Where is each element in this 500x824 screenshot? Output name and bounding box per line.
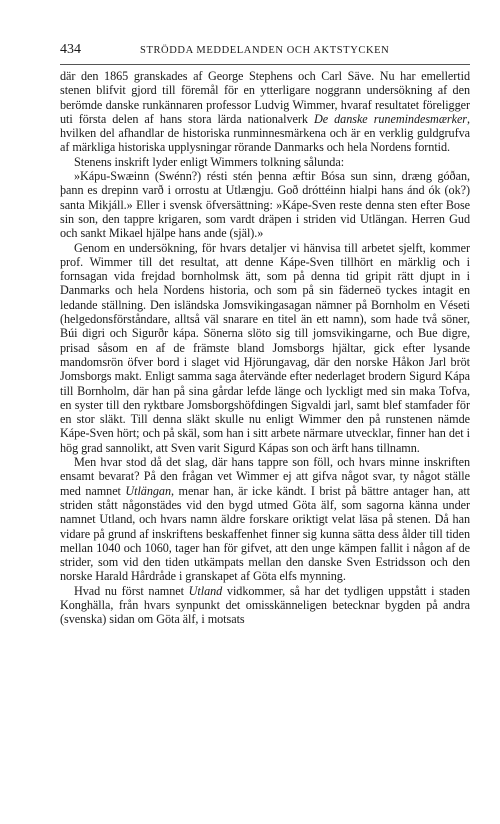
italic-place-name: Utlängan xyxy=(125,483,172,498)
running-head: STRÖDDA MEDDELANDEN OCH AKTSTYCKEN xyxy=(140,45,390,56)
text-segment: Men hvar stod då det slag, där hans tappre son föll, och hvars minne inskriften ensamt bevarat? På den frågan vet Wimmer ej att gifva något svar, ty något ställe med namnet xyxy=(60,455,470,498)
paragraph-3-inscription xyxy=(60,169,470,240)
text-segment: där den 1865 granskades af George Stephens och Carl Säve. Nu har emellertid stenen blifvit gjord till föremål för en ytterligare noggrann undersökning af den berömde danske runkännaren professor Ludvig Wimmer, hvaraf resultatet föreligger uti första delen af hans stora lärda nationalverk xyxy=(60,69,470,126)
page-number: 434 xyxy=(60,42,81,57)
text-segment: Hvad nu först namnet xyxy=(74,583,189,598)
text-segment: , hvilken del afhandlar de historiska runminnesmärkena och är en verklig guldgrufva af märkliga historiska upplysningar rörande Danmarks och hela Nordens forntid. xyxy=(60,111,470,155)
paragraph-6 xyxy=(60,584,470,627)
paragraph-2 xyxy=(60,155,470,169)
body-text xyxy=(60,69,470,627)
text-segment: , menar han, är icke kändt. I brist på bättre antager han, att striden stått någonstädes vid den bygd utmed Göta älf, som sagorna känna under namnet Utland, och hvars namn äldre forskare oriktigt velat läsa på stenen. Då han vidare på grund af inskriftens beskaffenhet finner sig kunna sätta dess ålder till tiden mellan 1040 och 1060, tager han för gifvet, att den unge kämpen fallit i någon af de strider, som vid den tiden utkämpats mellan den danske Sven Estridsson och den norske Harald Hårdråde i granskapet af Göta elfs mynning. xyxy=(60,483,470,584)
paragraph-5 xyxy=(60,455,470,584)
text-segment: Genom en undersökning, för hvars detaljer vi hänvisa till arbetet sjelft, kommer prof. Wimmer till det resultat, att denne Kápe-Sven tillhört en märklig och i fornsagan vida frejdad bornholmsk ätt, som på denna tid gripit rätt djupt in i Danmarks och hela Nordens historia, och som på sin fäderneö tyckes intagit en ledande ställning. Den isländska Jomsvikingasagan nämner på Bornholm en Véseti (helgedonsförståndare, alltså väl snarare en titel än ett namn), som hade två söner, Búi digri och Sigurðr kápa. Sönerna slöto sig till jomsvikingarne, och Bue digre, prisad såsom en af de främste bland Jomsborgs hjältar, gick efter lysande mandomsrön öfver bord i slaget vid Hjörungavag, där den norske Håkon Jarl bröt Jomsborgs makt. Enligt samma saga återvände efter nederlaget brodern Sigurd Kápa till Bornholm, där han på sina gårdar lefde länge och lyckligt med sin maka Tofva, en syster till den ryktbare Jomsborgshöfdingen Sigvaldi jarl, samt blef stamfader för en stor släkt. Till denna släkt skulle nu enligt Wimmer den på runstenen nämde Kápe-Sven hört; och på skäl, som han i sitt arbete närmare utvecklar, finner han det i hög grad sannolikt, att Sven varit Sigurd Kápas son och ärft hans tillnamn. xyxy=(60,240,470,455)
page-header xyxy=(60,40,470,65)
paragraph-1 xyxy=(60,69,470,155)
text-segment: Stenens inskrift lyder enligt Wimmers tolkning sålunda: xyxy=(74,154,345,169)
italic-title: De danske runemindesmærker xyxy=(313,111,467,126)
text-segment: »Kápu-Swæinn (Swénn?) résti stén þenna æftir Bósa sun sinn, dræng góðan, þann es drepinn varð i orrostu at Utlængju. Goð dróttéinn hialpi hans ánd ók (ok?) santa Mikjáll.» Eller i svensk öfversättning: »Kápe-Sven reste denna sten efter Bose sin son, den tappre krigaren, som vardt dräpen i striden vid Utlängan. Herren Gud och sankt Mikael hjälpe hans ande (själ).» xyxy=(60,169,470,241)
text-segment: vidkommer, så har det tydligen uppstått i staden Konghälla, från hvars synpunkt det omisskänneligen betecknar bygden på andra (svenska) sidan om Göta älf, i motsats xyxy=(60,583,470,627)
italic-place-name: Utland xyxy=(188,583,223,598)
book-page xyxy=(60,40,470,627)
paragraph-4 xyxy=(60,241,470,455)
